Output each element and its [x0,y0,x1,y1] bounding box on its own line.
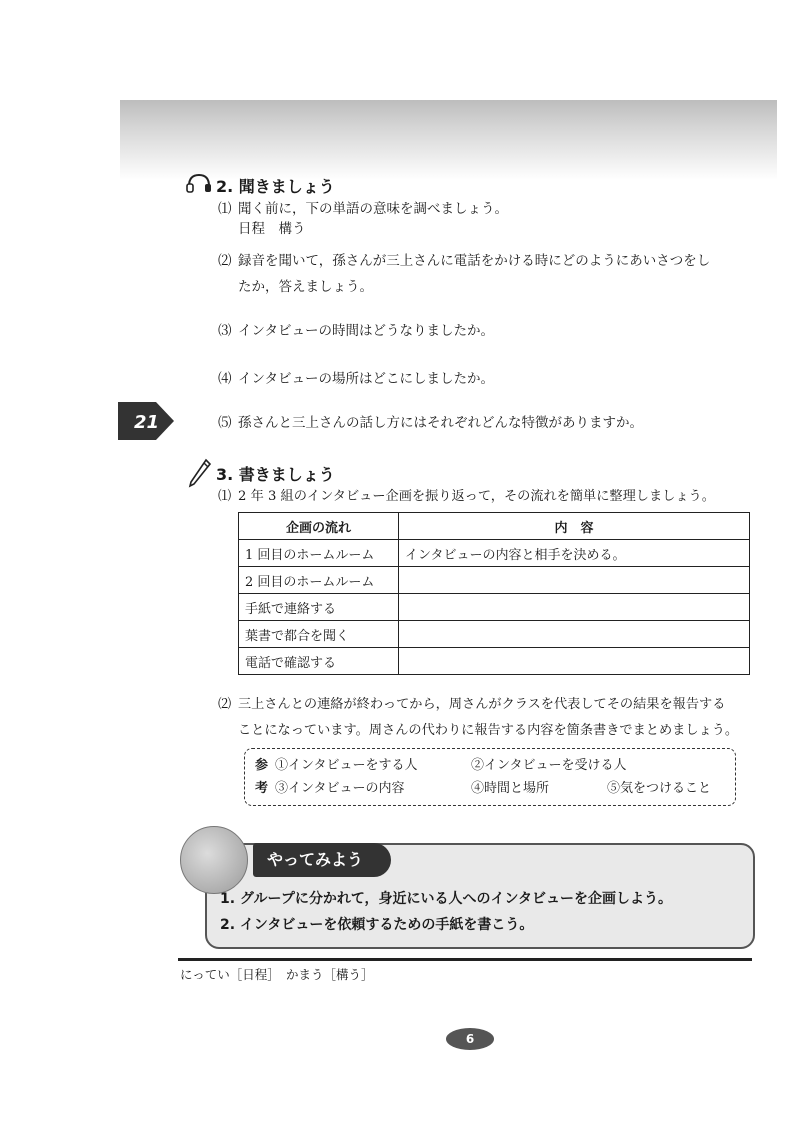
table-row [239,567,750,594]
practice-item: 2. インタビューを依頼するための手紙を書こう。 [220,917,534,933]
footnote: にってい［日程］ かまう［構う］ [180,967,374,982]
question-2-4 [218,366,494,392]
question-2-2 [218,248,758,300]
question-number: ⑸ [218,415,232,431]
question-text: 三上さんとの連絡が終わってから，周さんがクラスを代表してその結果を報告する [238,697,726,712]
table-header-cell: 企画の流れ [239,513,399,540]
question-text-continued: たか，答えましょう。 [238,279,373,295]
question-3-2 [218,692,758,744]
table-cell-step: 葉書で都合を聞く [239,621,399,648]
unit-tab [118,400,174,446]
header-gradient-band [120,100,777,180]
question-number: ⑵ [218,253,232,269]
table-row [239,648,750,675]
reference-item: ②インタビューを受ける人 [471,758,627,773]
question-number: ⑷ [218,371,232,387]
section-2-heading [216,174,335,197]
practice-title: やってみよう [253,843,391,877]
question-text: インタビューの場所はどこにしましたか。 [238,371,494,387]
project-flow-table [238,512,750,675]
table-row [239,540,750,567]
reference-row-1 [255,755,725,777]
section-3-title: 書きましょう [238,465,335,484]
question-text: インタビューの時間はどうなりましたか。 [238,323,494,339]
question-number: ⑵ [218,697,232,712]
table-cell-content[interactable]: インタビューの内容と相手を決める。 [399,540,750,567]
question-text: 聞く前に，下の単語の意味を調べましょう。 [238,201,508,217]
reference-label: 参 [255,758,269,773]
reference-item: ③インタビューの内容 [275,781,405,796]
section-3-heading [216,462,335,485]
table-cell-step: 2 回目のホームルーム [239,567,399,594]
question-2-5 [218,410,643,436]
practice-item: 1. グループに分かれて，身近にいる人へのインタビューを企画しよう。 [220,891,672,907]
section-2-number: 2. [216,177,234,196]
question-text: 録音を聞いて，孫さんが三上さんに電話をかける時にどのようにあいさつをし [238,253,711,269]
reference-box [244,748,736,806]
question-number: ⑴ [218,489,232,504]
question-number: ⑴ [218,201,232,217]
table-header-cell: 内 容 [399,513,750,540]
headphones-icon [186,172,212,194]
reference-row-2 [255,778,725,800]
question-text: 孫さんと三上さんの話し方にはそれぞれどんな特徴がありますか。 [238,415,643,431]
section-2-title: 聞きましょう [238,177,335,196]
reference-item: ④時間と場所 [471,781,550,796]
reference-label: 考 [255,781,269,796]
table-cell-content[interactable] [399,648,750,675]
table-cell-content[interactable] [399,594,750,621]
question-2-3 [218,318,494,344]
footnote-divider [178,958,752,961]
pencil-icon [188,458,212,490]
reference-item: ⑤気をつけること [607,781,712,796]
question-3-1 [218,484,715,510]
vocabulary-words: 日程 構う [238,221,306,237]
question-text: 2 年 3 組のインタビュー企画を振り返って，その流れを簡単に整理しましょう。 [238,489,715,504]
question-number: ⑶ [218,323,232,339]
page-number: 6 [446,1028,494,1050]
table-row [239,594,750,621]
table-cell-step: 手紙で連絡する [239,594,399,621]
table-row [239,621,750,648]
table-cell-content[interactable] [399,567,750,594]
table-cell-content[interactable] [399,621,750,648]
table-header-row [239,513,750,540]
unit-number: 21 [134,412,160,433]
section-3-number: 3. [216,465,234,484]
reference-item: ①インタビューをする人 [275,758,418,773]
table-cell-step: 電話で確認する [239,648,399,675]
joined-hands-icon [180,826,248,894]
table-cell-step: 1 回目のホームルーム [239,540,399,567]
question-text-continued: ことになっています。周さんの代わりに報告する内容を箇条書きでまとめましょう。 [238,723,739,738]
